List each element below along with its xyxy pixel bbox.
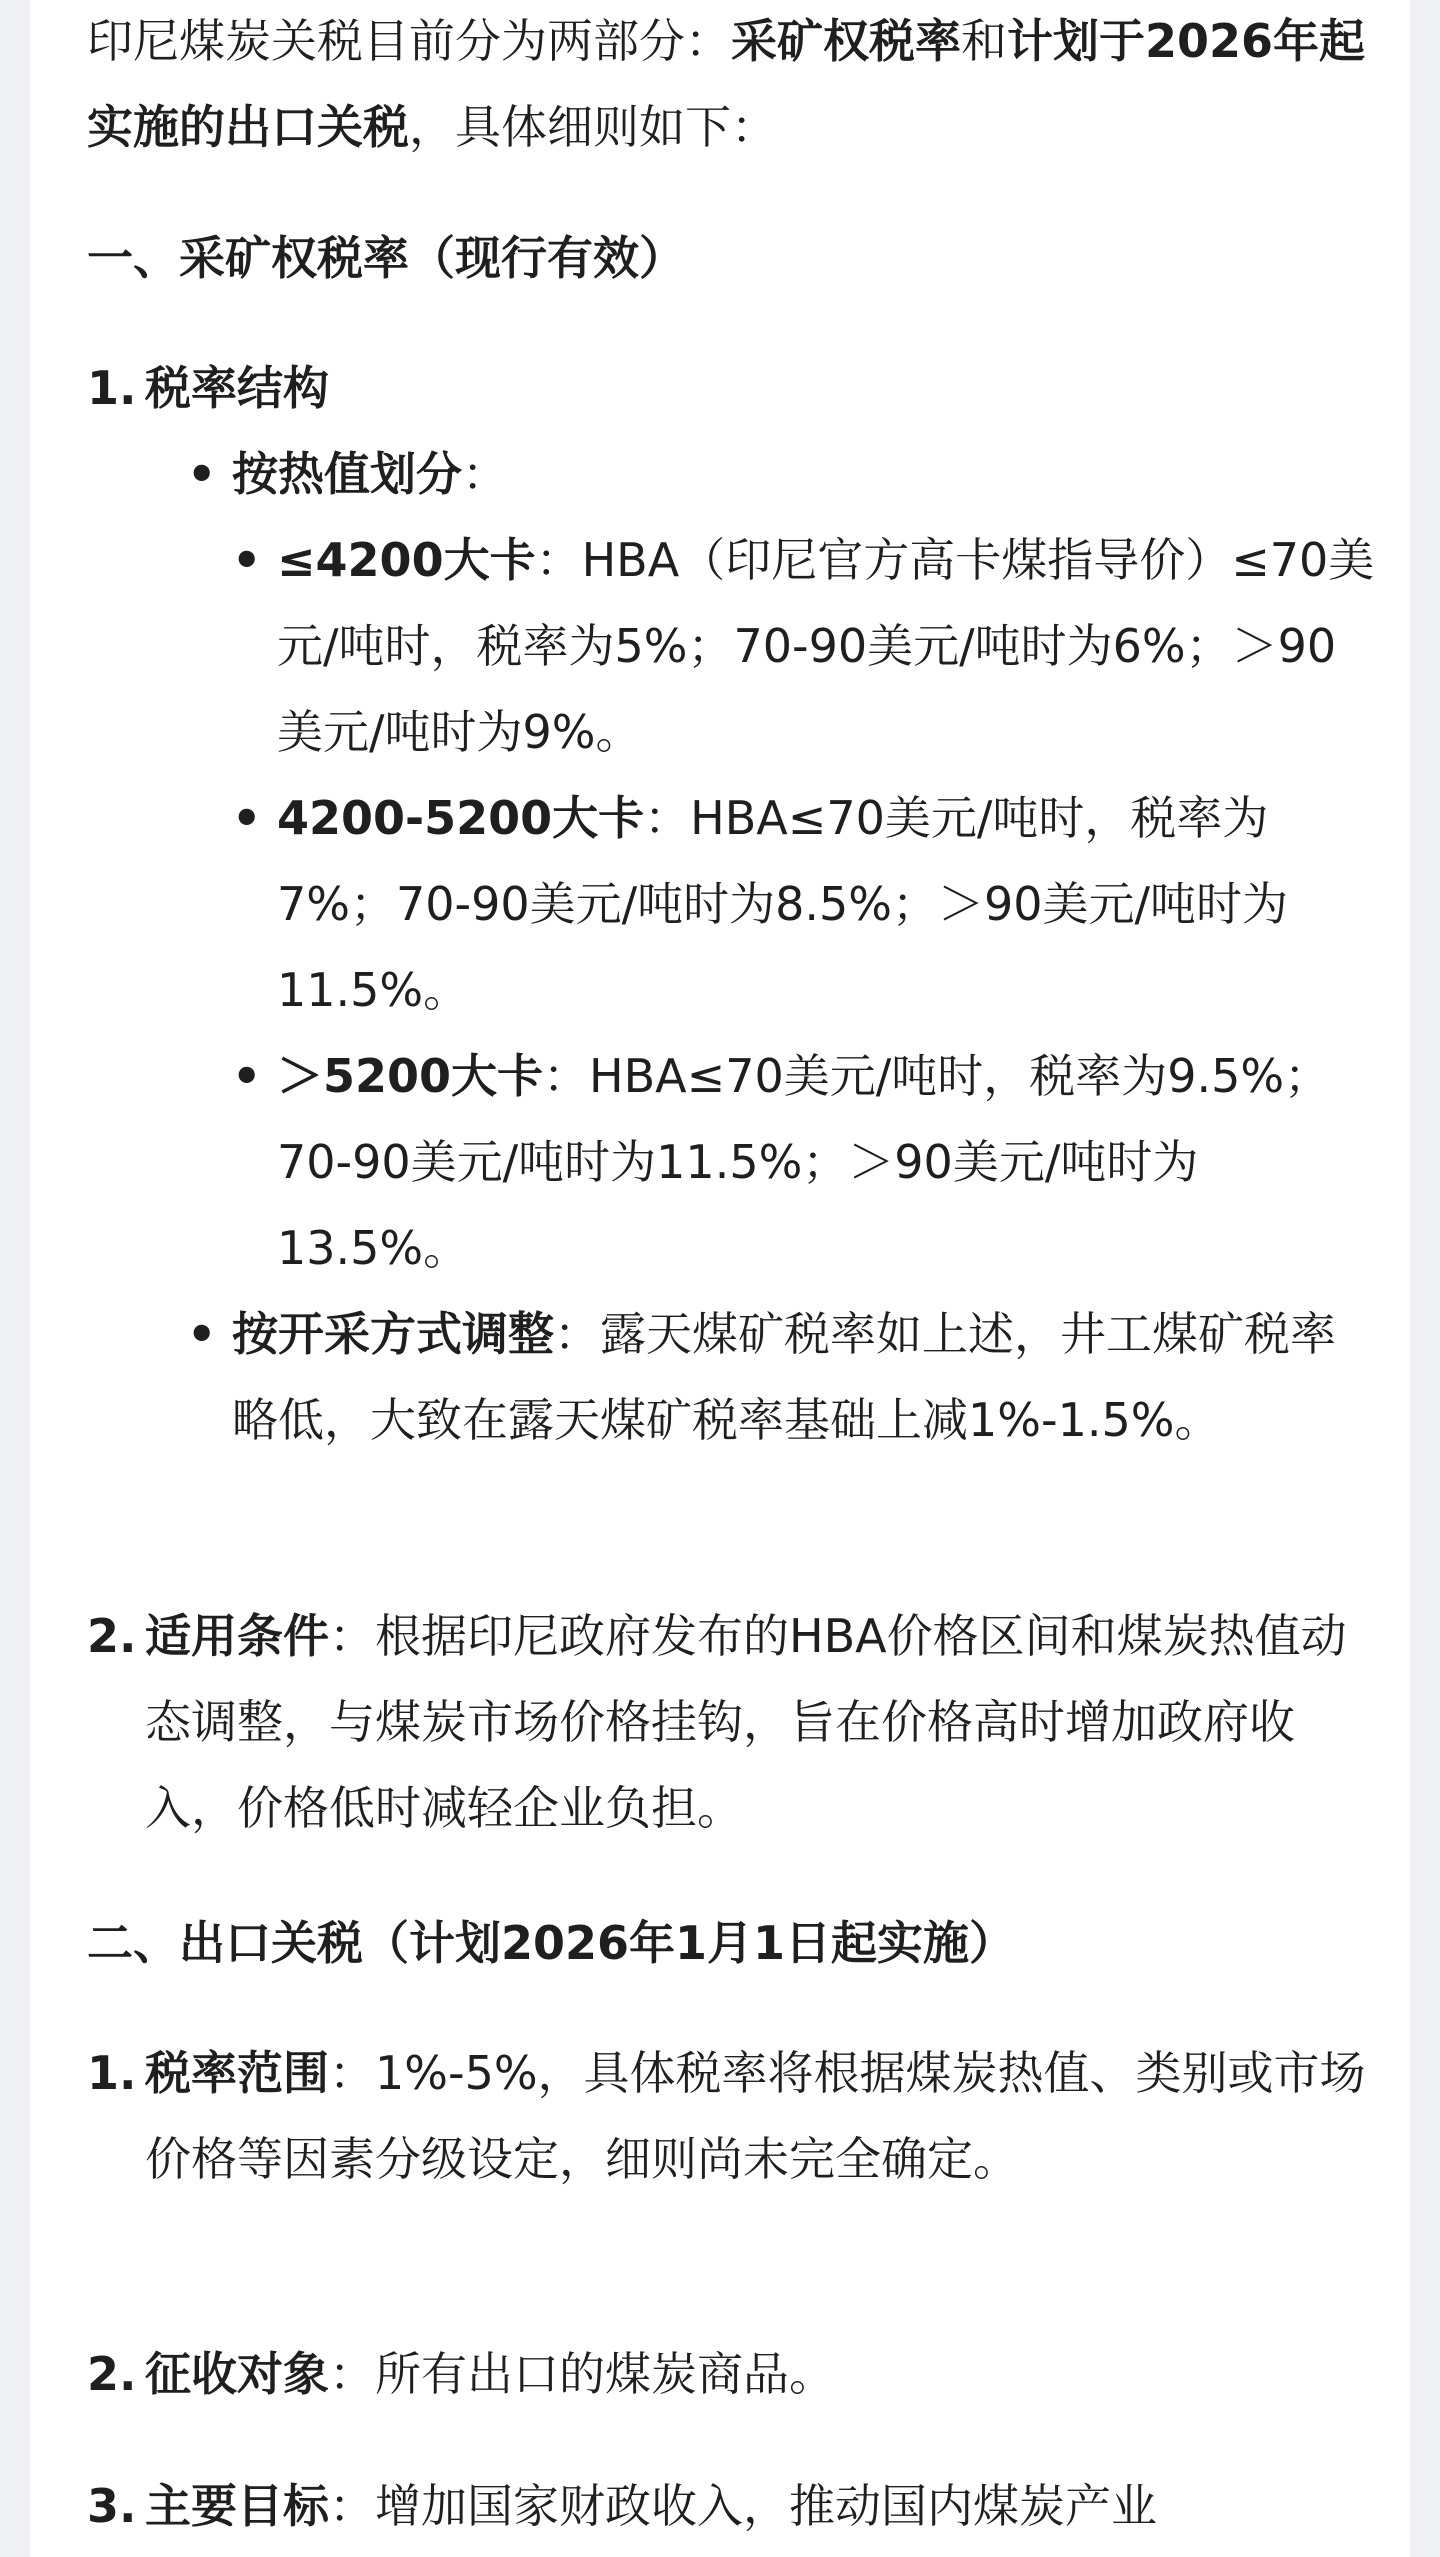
- section2-item-text: ：1%-5%，具体税率将根据煤炭热值、类别或市场价格等因素分级设定，细则尚未完全确定。: [145, 2046, 1366, 2186]
- section2-item-number: 3.: [87, 2479, 137, 2533]
- tier-text: ：HBA≤70美元/吨时，税率为9.5%；70-90美元/吨时为11.5%；＞90美元/吨时为13.5%。: [277, 1049, 1331, 1275]
- section1-item1-number: 1.: [87, 361, 137, 415]
- section2-item-text: ：所有出口的煤炭商品。: [329, 2347, 835, 2401]
- section1-title: 一、采矿权税率（现行有效）: [87, 231, 685, 285]
- tier-text: ：HBA≤70美元/吨时，税率为7%；70-90美元/吨时为8.5%；＞90美元/吨时为11.5%。: [277, 791, 1289, 1017]
- section1-item1-label: 税率结构: [145, 361, 329, 415]
- bullet-dot-icon: •: [232, 1049, 262, 1103]
- tier-label: ≤4200大卡: [277, 533, 536, 587]
- section2-item-text: ：增加国家财政收入，推动国内煤炭产业: [329, 2479, 1157, 2533]
- intro-bold-b: 计划于2026年起实施的出口关税: [87, 14, 1366, 154]
- section2-title: 二、出口关税（计划2026年1月1日起实施）: [87, 1916, 1016, 1970]
- section2-item: [87, 2463, 1377, 2549]
- tier-text: ：HBA（印尼官方高卡煤指导价）≤70美元/吨时，税率为5%；70-90美元/吨时为6%；＞90美元/吨时为9%。: [277, 533, 1375, 759]
- tier-label: ＞5200大卡: [277, 1049, 544, 1103]
- intro-paragraph: [87, 0, 1377, 170]
- section2-item-number: 2.: [87, 2347, 137, 2401]
- section2-item-label: 主要目标: [145, 2479, 329, 2533]
- bullet-by-calorific-colon: ：: [462, 447, 508, 501]
- section2-item: [87, 2331, 1377, 2417]
- intro-text-b: 和: [961, 14, 1007, 68]
- tier-item: [87, 517, 1377, 775]
- tier-label: 4200-5200大卡: [277, 791, 645, 845]
- section1-item2-label: 适用条件: [145, 1609, 329, 1663]
- message-card: [30, 0, 1410, 2557]
- section1-item1: [87, 345, 1377, 431]
- section1-item2-text: ：根据印尼政府发布的HBA价格区间和煤炭热值动态调整，与煤炭市场价格挂钩，旨在价格高时增加政府收入，价格低时减轻企业负担。: [145, 1609, 1347, 1835]
- bullet-dot-icon: •: [232, 533, 262, 587]
- tier-item: [87, 1033, 1377, 1291]
- bullet-by-mining-method: [87, 1291, 1377, 1463]
- bullet-by-mining-method-label: 按开采方式调整: [232, 1307, 554, 1361]
- bullet-by-calorific-label: 按热值划分: [232, 447, 462, 501]
- intro-bold-a: 采矿权税率: [731, 14, 961, 68]
- section2-item: [87, 2030, 1377, 2202]
- section2-item-label: 征收对象: [145, 2347, 329, 2401]
- bullet-dot-icon: •: [187, 1307, 217, 1361]
- bullet-dot-icon: •: [232, 791, 262, 845]
- tier-item: [87, 775, 1377, 1033]
- bullet-by-mining-method-text: ：露天煤矿税率如上述，井工煤矿税率略低，大致在露天煤矿税率基础上减1%-1.5%。: [232, 1307, 1336, 1447]
- bullet-by-calorific: [87, 431, 1377, 517]
- section1-item2: [87, 1593, 1377, 1851]
- section1-item2-number: 2.: [87, 1609, 137, 1663]
- section2-item-number: 1.: [87, 2046, 137, 2100]
- intro-text-a: 印尼煤炭关税目前分为两部分：: [87, 14, 731, 68]
- section2-item-label: 税率范围: [145, 2046, 329, 2100]
- intro-text-c: ，具体细则如下：: [409, 100, 777, 154]
- bullet-dot-icon: •: [187, 447, 217, 501]
